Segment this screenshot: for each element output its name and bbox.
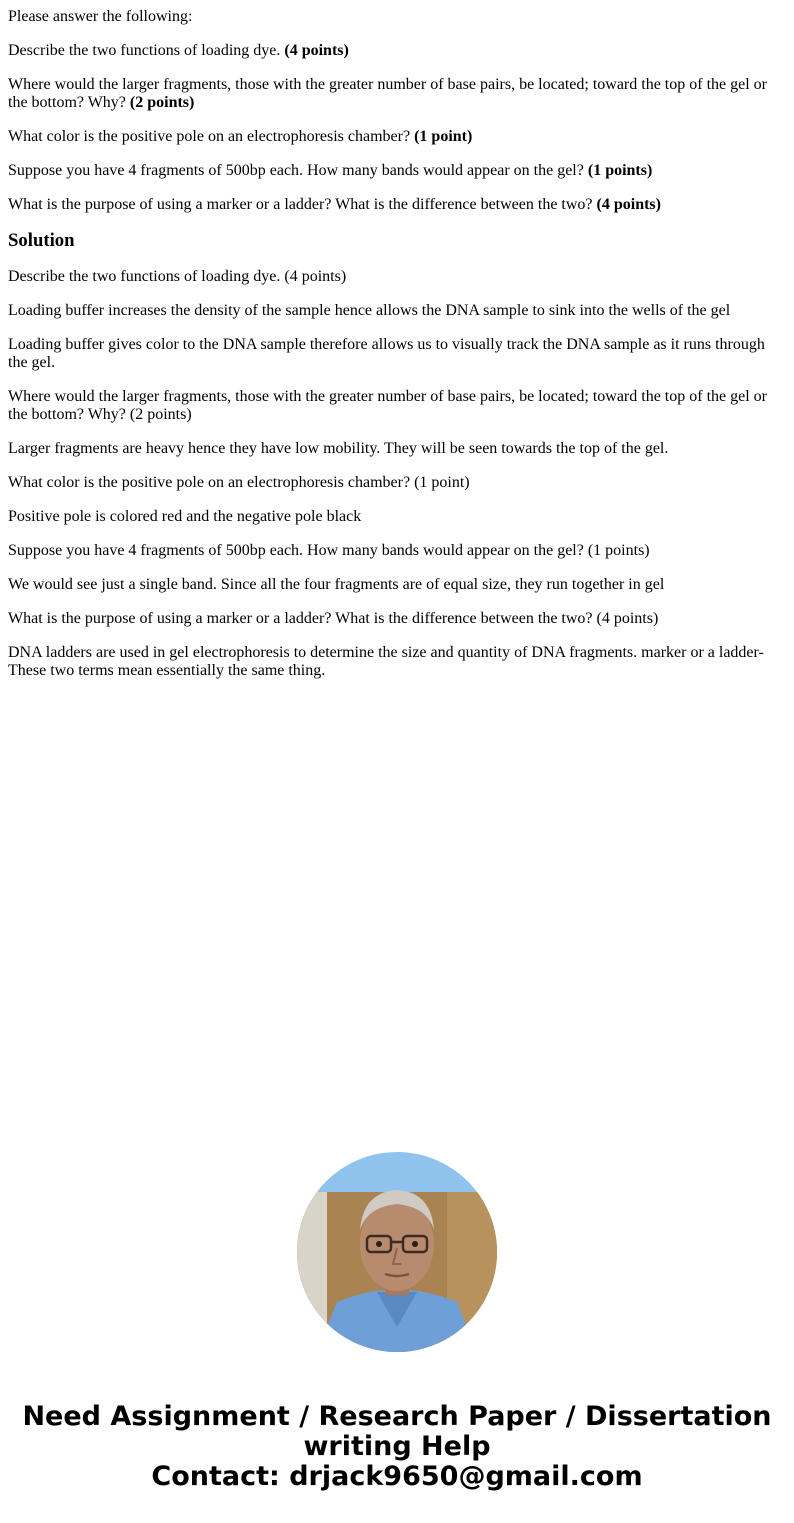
- solution-paragraph: Positive pole is colored red and the negative pole black: [8, 508, 362, 525]
- question-text: What is the purpose of using a marker or a ladder? What is the difference between the two?: [8, 196, 597, 213]
- question-item: [8, 42, 786, 60]
- question-points: (1 points): [587, 162, 653, 179]
- question-item: [8, 162, 786, 180]
- solution-paragraph: We would see just a single band. Since all the four fragments are of equal size, they run together in gel: [8, 576, 665, 593]
- author-avatar: [297, 1152, 497, 1352]
- question-intro: Please answer the following:: [8, 8, 193, 25]
- solution-paragraph: Describe the two functions of loading dye. (4 points): [8, 268, 347, 285]
- question-points: (4 points): [596, 196, 661, 213]
- solution-paragraph: Where would the larger fragments, those with the greater number of base pairs, be located; toward the top of the gel or the bottom? Why? (2 points): [8, 388, 767, 423]
- solution-paragraph: Larger fragments are heavy hence they have low mobility. They will be seen towards the top of the gel.: [8, 440, 669, 457]
- promo-section: [0, 1152, 794, 1492]
- solution-paragraph: DNA ladders are used in gel electrophoresis to determine the size and quantity of DNA fragments. marker or a ladder-These two terms mean essentially the same thing.: [8, 644, 764, 679]
- question-text: What color is the positive pole on an electrophoresis chamber?: [8, 128, 415, 145]
- avatar-eye-right: [412, 1241, 418, 1247]
- solution-paragraph: What is the purpose of using a marker or a ladder? What is the difference between the two? (4 points): [8, 610, 659, 627]
- question-item: [8, 76, 786, 112]
- solution-paragraph: What color is the positive pole on an electrophoresis chamber? (1 point): [8, 474, 470, 491]
- question-points: (2 points): [129, 94, 195, 111]
- question-points: (1 point): [414, 128, 473, 145]
- solution-paragraph: Suppose you have 4 fragments of 500bp each. How many bands would appear on the gel? (1 points): [8, 542, 650, 559]
- question-points: (4 points): [284, 42, 349, 59]
- document-body: [0, 0, 794, 680]
- promo-line: writing Help: [303, 1431, 491, 1462]
- solution-heading: Solution: [8, 230, 75, 251]
- promo-line: Need Assignment / Research Paper / Dissertation: [22, 1401, 772, 1432]
- question-item: [8, 128, 786, 146]
- solution-paragraph: Loading buffer gives color to the DNA sample therefore allows us to visually track the DNA sample as it runs through the gel.: [8, 336, 765, 371]
- promo-contact: Contact: drjack9650@gmail.com: [151, 1461, 643, 1492]
- promo-text: [0, 1402, 794, 1492]
- author-portrait: [297, 1152, 497, 1352]
- question-text: Where would the larger fragments, those with the greater number of base pairs, be located; toward the top of the gel or the bottom? Why?: [8, 76, 767, 111]
- avatar-wall-left: [297, 1192, 327, 1352]
- question-item: [8, 196, 786, 214]
- avatar-eye-left: [376, 1241, 382, 1247]
- question-text: Suppose you have 4 fragments of 500bp each. How many bands would appear on the gel?: [8, 162, 588, 179]
- question-text: Describe the two functions of loading dye.: [8, 42, 285, 59]
- solution-paragraph: Loading buffer increases the density of the sample hence allows the DNA sample to sink into the wells of the gel: [8, 302, 731, 319]
